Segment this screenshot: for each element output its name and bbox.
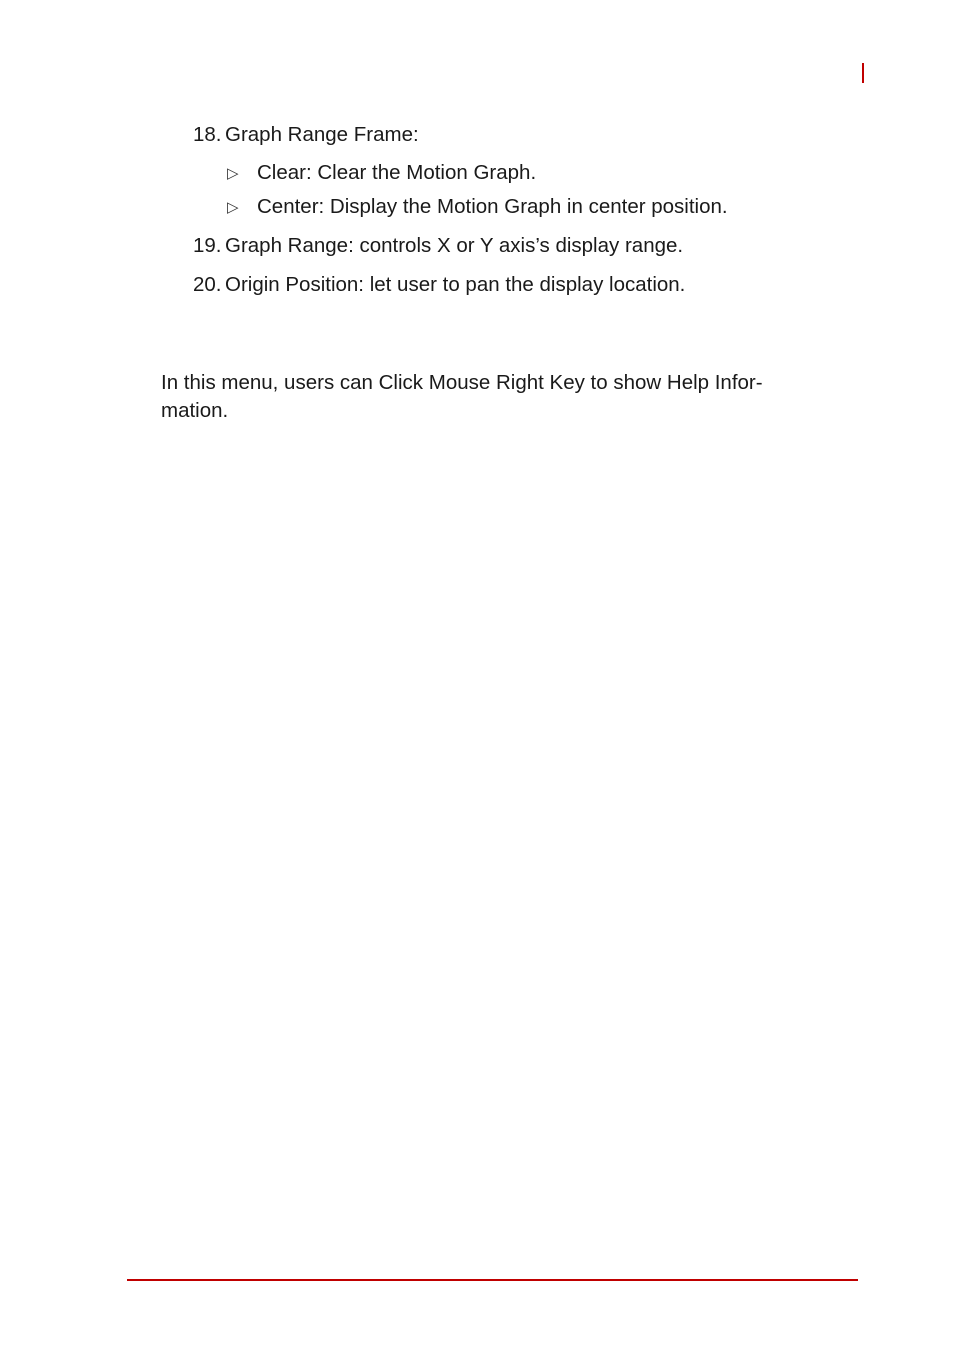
list-item-text: Graph Range Frame:	[225, 123, 419, 146]
header-marker	[862, 63, 864, 83]
list-number: 19.	[193, 234, 222, 257]
footer-rule	[127, 1279, 858, 1281]
list-item-text: Graph Range: controls X or Y axis’s display range.	[225, 234, 684, 257]
paragraph-line-1: In this menu, users can Click Mouse Right Key to show Help Infor-	[161, 371, 763, 394]
list-number: 18.	[193, 123, 222, 146]
bullet-item-clear: Clear: Clear the Motion Graph.	[257, 161, 537, 184]
list-item-19	[193, 232, 683, 260]
bullet-item-center: Center: Display the Motion Graph in center position.	[257, 195, 728, 218]
list-item-text: Origin Position: let user to pan the display location.	[225, 273, 686, 296]
bullet-triangle-icon: ▷	[227, 199, 239, 216]
bullet-triangle-icon: ▷	[227, 165, 239, 182]
list-item-20	[193, 271, 685, 299]
list-number: 20.	[193, 273, 222, 296]
list-item-18	[193, 121, 419, 149]
paragraph-line-2: mation.	[161, 399, 229, 422]
